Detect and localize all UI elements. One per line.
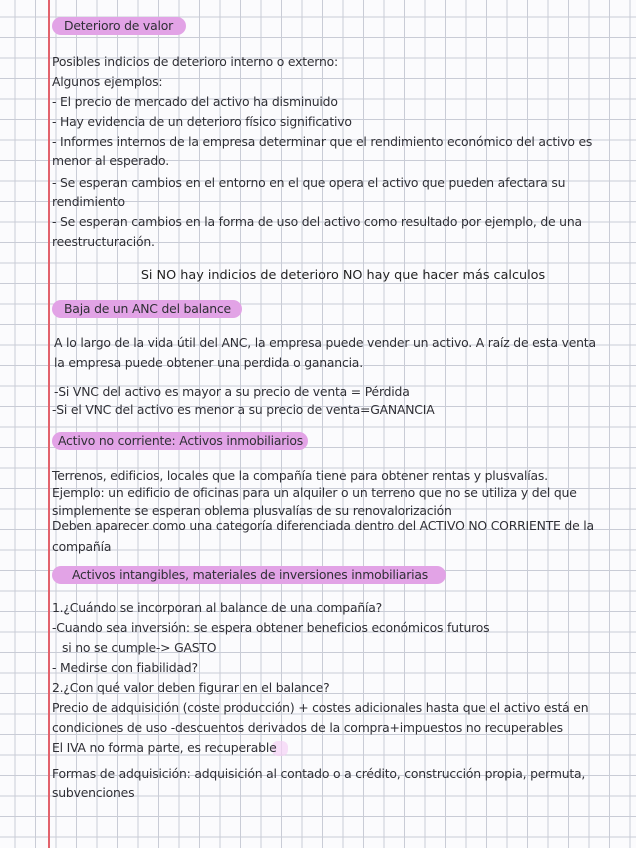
heading-deterioro: Deterioro de valor	[52, 17, 186, 35]
text-line: A lo largo de la vida útil del ANC, la empresa puede vender un activo. A raíz de esta venta	[54, 335, 596, 350]
text-line: Posibles indicios de deterioro interno o externo:	[52, 54, 338, 69]
text-line: - Informes internos de la empresa determinar que el rendimiento económico del activo es	[52, 134, 593, 149]
heading-baja-anc: Baja de un ANC del balance	[52, 300, 242, 318]
heading-activos-inmobiliarios: Activo no corriente: Activos inmobiliarios	[52, 432, 308, 450]
text-line: -Si VNC del activo es mayor a su precio de venta = Pérdida	[54, 384, 410, 399]
text-line: - Se esperan cambios en el entorno en el que opera el activo que pueden afectara su	[52, 175, 566, 190]
text-line: El IVA no forma parte, es recuperable	[52, 740, 277, 755]
text-line: reestructuración.	[52, 234, 155, 249]
text-line: Terrenos, edificios, locales que la compañía tiene para obtener rentas y plusvalías.	[52, 468, 548, 483]
text-line: -Cuando sea inversión: se espera obtener beneficios económicos futuros	[52, 620, 490, 635]
text-line: Ejemplo: un edificio de oficinas para un alquiler o un terreno que no se utiliza y del que	[52, 485, 577, 500]
notebook-margin-line	[48, 0, 50, 848]
text-line: Precio de adquisición (coste producción) + costes adicionales hasta que el activo está en	[52, 700, 589, 715]
text-line: la empresa puede obtener una perdida o ganancia.	[54, 355, 363, 370]
text-line: simplemente se esperan oblema plusvalías de su renovalorización	[52, 503, 452, 518]
text-line: - Se esperan cambios en la forma de uso del activo como resultado por ejemplo, de una	[52, 214, 582, 229]
text-line: - Hay evidencia de un deterioro físico significativo	[52, 114, 352, 129]
text-line: subvenciones	[52, 785, 135, 800]
text-line: si no se cumple-> GASTO	[62, 640, 217, 655]
text-line: Formas de adquisición: adquisición al contado o a crédito, construcción propia, permuta,	[52, 766, 586, 781]
text-line: - El precio de mercado del activo ha disminuido	[52, 94, 338, 109]
text-line: rendimiento	[52, 194, 125, 209]
text-line: condiciones de uso -descuentos derivados de la compra+impuestos no recuperables	[52, 720, 563, 735]
text-line: 1.¿Cuándo se incorporan al balance de una compañía?	[52, 600, 383, 615]
text-line: compañía	[52, 539, 112, 554]
text-line: menor al esperado.	[52, 153, 169, 168]
deterioro-note: Si NO hay indicios de deterioro NO hay que hacer más calculos	[140, 268, 546, 283]
text-line: 2.¿Con qué valor deben figurar en el balance?	[52, 680, 330, 695]
text-line: - Medirse con fiabilidad?	[52, 660, 198, 675]
heading-activos-intangibles: Activos intangibles, materiales de inversiones inmobiliarias	[52, 566, 446, 584]
text-line: -Si el VNC del activo es menor a su precio de venta=GANANCIA	[52, 402, 435, 417]
text-line: Deben aparecer como una categoría diferenciada dentro del ACTIVO NO CORRIENTE de la	[52, 518, 594, 533]
text-line: Algunos ejemplos:	[52, 74, 163, 89]
